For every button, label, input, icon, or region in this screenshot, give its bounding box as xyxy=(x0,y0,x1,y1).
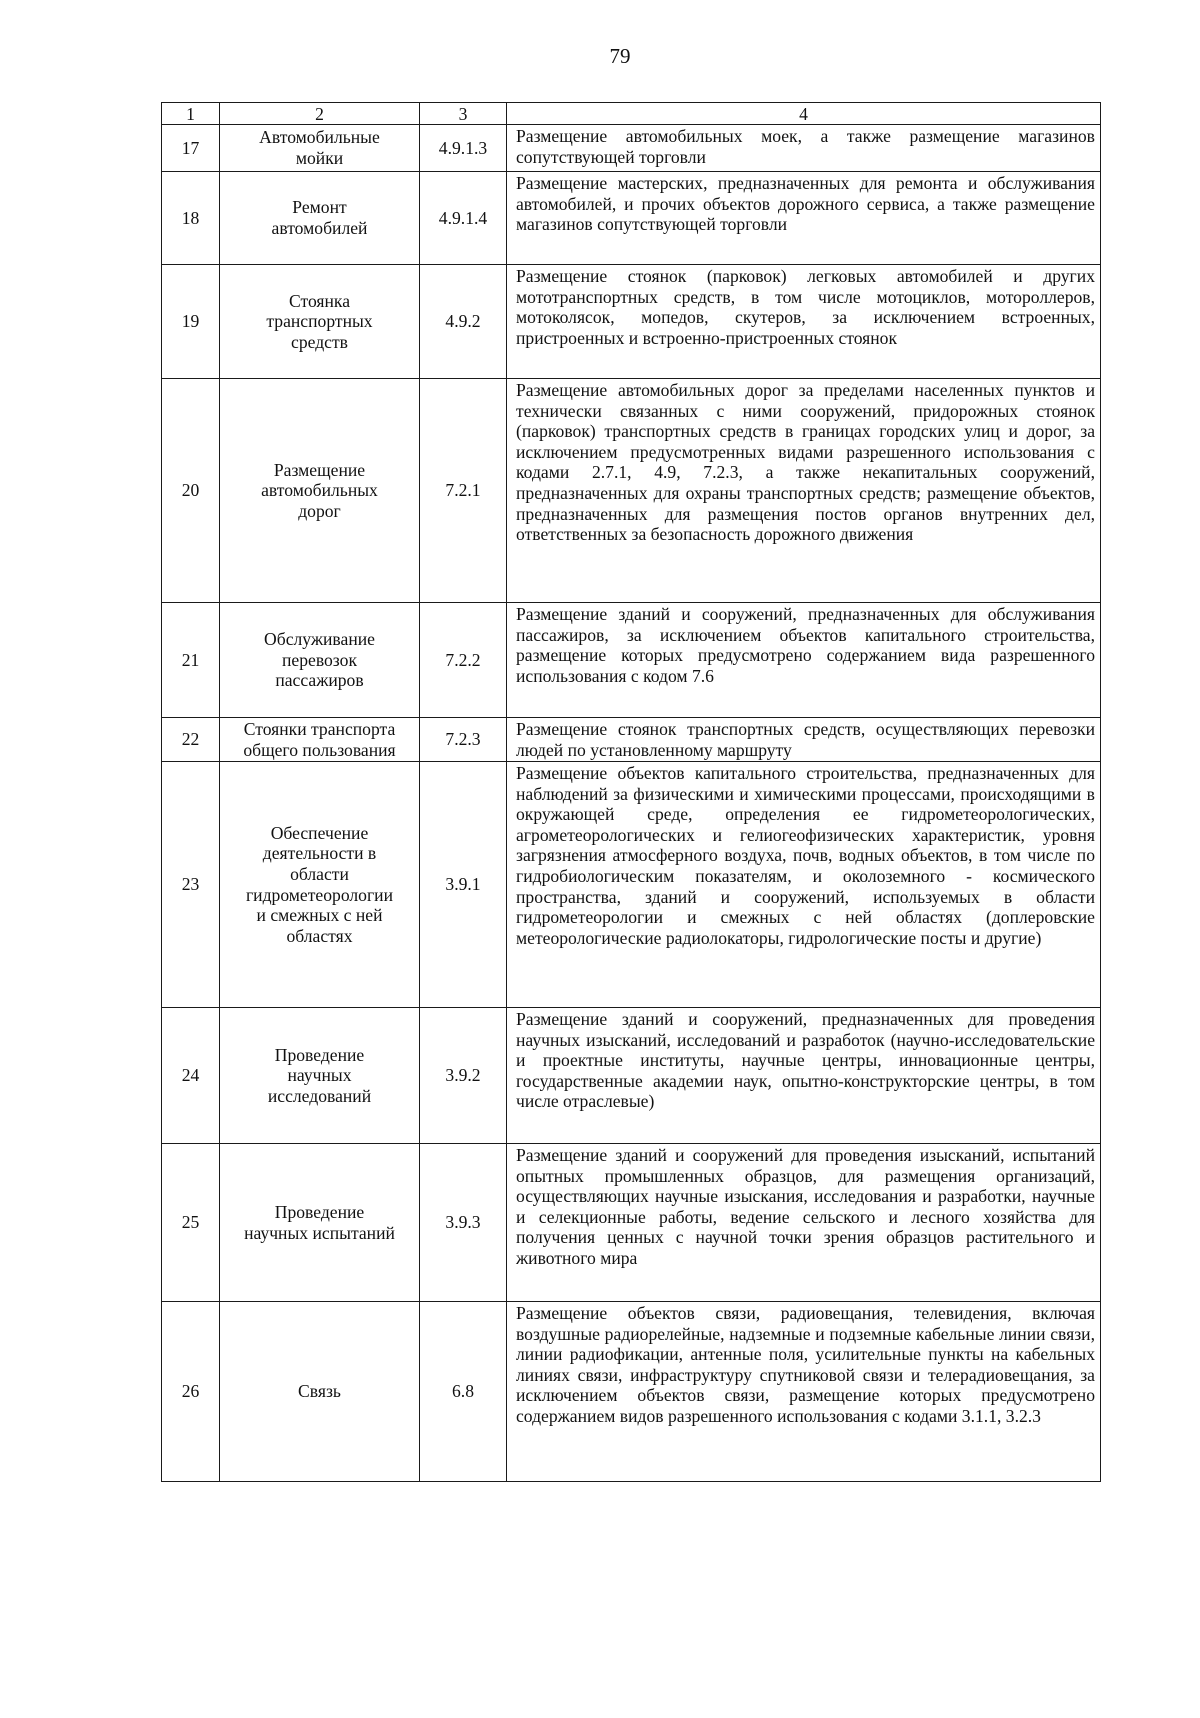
land-use-code: 4.9.2 xyxy=(420,265,507,379)
row-number: 22 xyxy=(162,718,220,762)
land-use-name-line: научных испытаний xyxy=(244,1222,395,1243)
table-row xyxy=(162,265,1101,379)
row-number: 17 xyxy=(162,125,220,172)
land-use-name-line: Обслуживание xyxy=(264,629,375,650)
table-header-row xyxy=(162,103,1101,125)
row-number: 20 xyxy=(162,379,220,603)
row-number: 26 xyxy=(162,1302,220,1482)
header-col-3: 3 xyxy=(420,103,507,125)
land-use-name-line: Размещение xyxy=(273,459,366,480)
land-use-name-line: Ремонт xyxy=(292,197,347,218)
land-use-name-line: автомобильных xyxy=(261,480,378,501)
land-use-name-line: исследований xyxy=(267,1085,372,1106)
land-use-name-line: пассажиров xyxy=(275,670,364,691)
table-row xyxy=(162,1302,1101,1482)
land-use-description: Размещение стоянок транспортных средств, осуществляющих перевозки людей по установленному маршруту xyxy=(507,718,1101,762)
land-use-name xyxy=(220,603,420,718)
table-body xyxy=(162,103,1101,1482)
row-number: 19 xyxy=(162,265,220,379)
land-use-description: Размещение зданий и сооружений для проведения изысканий, испытаний опытных промышленных образцов, для размещения организаций, осуществляющих научные изыскания, исследования и разработки, научные и селекционные работы, ведение сельского и лесного хозяйства для получения ценных с научной точки зрения образцов растительного и животного мира xyxy=(507,1144,1101,1302)
land-use-code: 3.9.1 xyxy=(420,762,507,1008)
row-number: 24 xyxy=(162,1008,220,1144)
table-row xyxy=(162,1144,1101,1302)
land-use-name-line: Обеспечение xyxy=(270,822,369,843)
header-col-1: 1 xyxy=(162,103,220,125)
table-row xyxy=(162,762,1101,1008)
land-use-name-line: Автомобильные xyxy=(259,127,380,148)
land-use-name xyxy=(220,172,420,265)
land-use-code: 4.9.1.4 xyxy=(420,172,507,265)
land-use-name-line: Стоянка xyxy=(288,290,351,311)
land-use-code: 3.9.3 xyxy=(420,1144,507,1302)
land-use-name-line: деятельности в xyxy=(262,843,377,864)
table-row xyxy=(162,172,1101,265)
page-number: 79 xyxy=(609,44,631,68)
land-use-name xyxy=(220,1008,420,1144)
land-use-name-line: средств xyxy=(291,331,348,352)
land-use-description: Размещение объектов связи, радиовещания, телевидения, включая воздушные радиорелейные, надземные и подземные кабельные линии связи, линии радиофикации, антенные поля, усилительные пункты на кабельных линиях связи, инфраструктуру спутниковой связи и телерадиовещания, за исключением объектов связи, размещение которых предусмотрено содержанием видов разрешенного использования с кодами 3.1.1, 3.2.3 xyxy=(507,1302,1101,1482)
land-use-code: 7.2.1 xyxy=(420,379,507,603)
land-use-description: Размещение объектов капитального строительства, предназначенных для наблюдений за физическими и химическими процессами, происходящими в окружающей среде, определения ее гидрометеорологических, агрометеорологических и гелиогеофизических характеристик, уровня загрязнения атмосферного воздуха, почв, водных объектов, в том числе по гидробиологическим показателям, и околоземного - космического пространства, зданий и сооружений, используемых в области гидрометеорологии и смежных с ней областях (доплеровские метеорологические радиолокаторы, гидрологические посты и другие) xyxy=(507,762,1101,1008)
land-use-name-line: Проведение xyxy=(274,1044,365,1065)
land-use-name xyxy=(220,265,420,379)
land-use-description: Размещение стоянок (парковок) легковых автомобилей и других мототранспортных средств, в том числе мотоциклов, мотороллеров, мотоколясок, мопедов, скутеров, за исключением встроенных, пристроенных и встроенно-пристроенных стоянок xyxy=(507,265,1101,379)
table-row xyxy=(162,718,1101,762)
header-col-4: 4 xyxy=(507,103,1101,125)
header-col-2: 2 xyxy=(220,103,420,125)
land-use-name-line: научных xyxy=(287,1065,352,1086)
land-use-code: 3.9.2 xyxy=(420,1008,507,1144)
land-use-code: 6.8 xyxy=(420,1302,507,1482)
row-number: 18 xyxy=(162,172,220,265)
land-use-name xyxy=(220,379,420,603)
table-row xyxy=(162,603,1101,718)
land-use-code: 7.2.3 xyxy=(420,718,507,762)
land-use-name xyxy=(220,762,420,1008)
land-use-name-line: транспортных xyxy=(266,311,373,332)
row-number: 21 xyxy=(162,603,220,718)
land-use-name-line: дорог xyxy=(298,500,341,521)
land-use-table xyxy=(161,102,1101,1482)
land-use-description: Размещение автомобильных моек, а также размещение магазинов сопутствующей торговли xyxy=(507,125,1101,172)
land-use-code: 4.9.1.3 xyxy=(420,125,507,172)
land-use-name-line: Проведение xyxy=(274,1201,365,1222)
land-use-name-line: гидрометеорологии xyxy=(245,884,394,905)
table-row xyxy=(162,1008,1101,1144)
land-use-name xyxy=(220,125,420,172)
land-use-name-line: области xyxy=(290,863,349,884)
land-use-description: Размещение зданий и сооружений, предназначенных для обслуживания пассажиров, за исключением объектов капитального строительства, размещение которых предусмотрено содержанием вида разрешенного использования с кодом 7.6 xyxy=(507,603,1101,718)
land-use-name-line: областях xyxy=(286,925,353,946)
table-row xyxy=(162,125,1101,172)
land-use-description: Размещение мастерских, предназначенных для ремонта и обслуживания автомобилей, и прочих объектов дорожного сервиса, а также размещение магазинов сопутствующей торговли xyxy=(507,172,1101,265)
land-use-name-line: Связь xyxy=(298,1381,341,1402)
land-use-name-line: общего пользования xyxy=(243,739,396,760)
land-use-name xyxy=(220,718,420,762)
land-use-code: 7.2.2 xyxy=(420,603,507,718)
land-use-name-line: мойки xyxy=(295,148,344,168)
table-row xyxy=(162,379,1101,603)
land-use-name-line: перевозок xyxy=(281,649,357,670)
land-use-description: Размещение зданий и сооружений, предназначенных для проведения научных изысканий, исследований и разработок (научно-исследовательские и проектные институты, научные центры, инновационные центры, государственные академии наук, опытно-конструкторские центры, в том числе отраслевые) xyxy=(507,1008,1101,1144)
land-use-name xyxy=(220,1302,420,1482)
row-number: 25 xyxy=(162,1144,220,1302)
land-use-description: Размещение автомобильных дорог за пределами населенных пунктов и технически связанных с ними сооружений, придорожных стоянок (парковок) транспортных средств в границах городских улиц и дорог, за исключением предусмотренных видами разрешенного использования с кодами 2.7.1, 4.9, 7.2.3, а также некапитальных сооружений, предназначенных для охраны транспортных средств; размещение объектов, предназначенных для размещения постов органов внутренних дел, ответственных за безопасность дорожного движения xyxy=(507,379,1101,603)
land-use-name-line: автомобилей xyxy=(271,218,368,238)
land-use-name-line: и смежных с ней xyxy=(256,905,383,926)
land-use-name xyxy=(220,1144,420,1302)
land-use-name-line: Стоянки транспорта xyxy=(243,718,396,739)
row-number: 23 xyxy=(162,762,220,1008)
